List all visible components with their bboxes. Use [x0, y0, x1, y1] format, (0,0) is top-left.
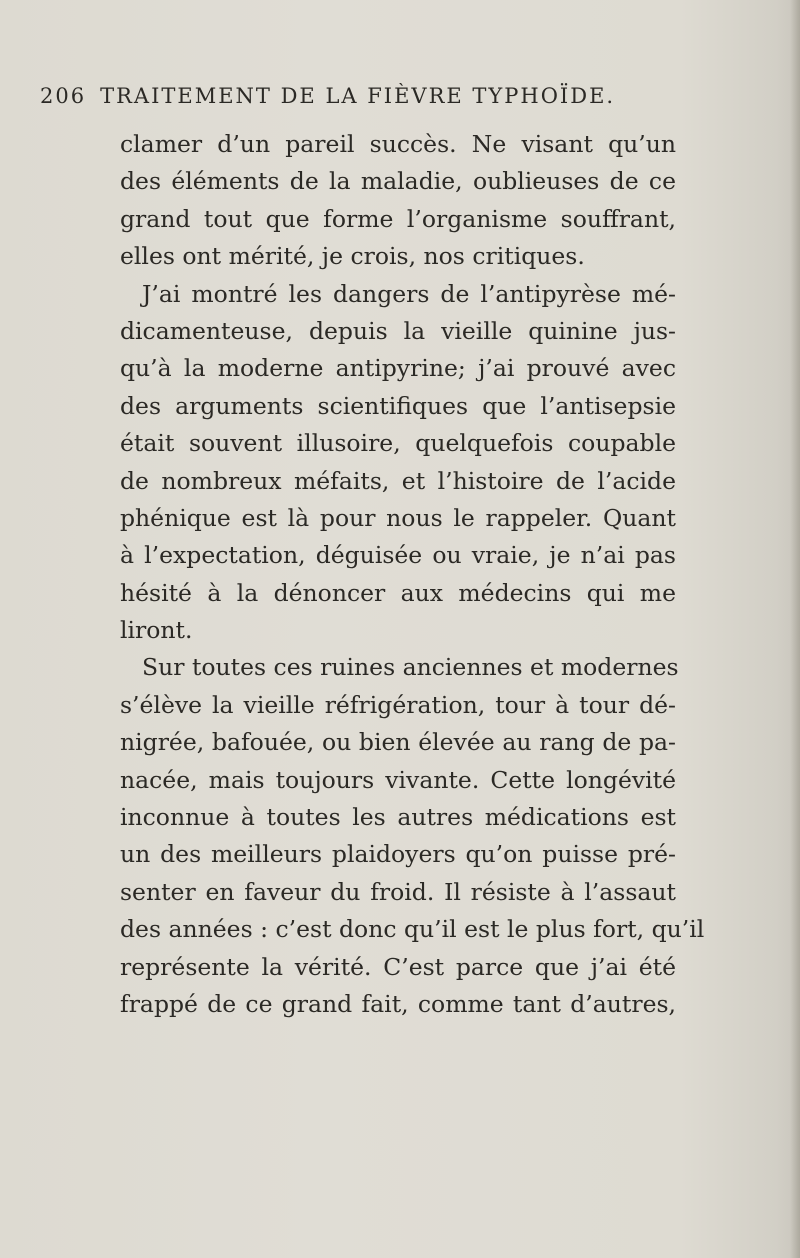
- text-line: des éléments de la maladie, oublieuses de ce: [120, 167, 676, 196]
- running-header: [40, 84, 740, 108]
- text-line: représente la vérité. C’est parce que j’ai été: [120, 952, 676, 981]
- text-line: frappé de ce grand fait, comme tant d’autres,: [120, 989, 676, 1018]
- text-line: qu’à la moderne antipyrine; j’ai prouvé avec: [120, 354, 676, 383]
- page-edge-shadow: [790, 0, 800, 1258]
- body-text: [120, 126, 705, 1023]
- text-line: un des meilleurs plaidoyers qu’on puisse pré-: [120, 840, 676, 869]
- text-line: des années : c’est donc qu’il est le plus fort, qu’il: [120, 915, 705, 944]
- text-line: clamer d’un pareil succès. Ne visant qu’un: [120, 130, 676, 158]
- text-line: des arguments scientifiques que l’antisepsie: [120, 391, 676, 420]
- text-line: nacée, mais toujours vivante. Cette longévité: [120, 765, 676, 794]
- text-line: nigrée, bafouée, ou bien élevée au rang de pa-: [120, 728, 676, 757]
- text-line: Sur toutes ces ruines anciennes et modernes: [142, 653, 679, 682]
- text-line: hésité à la dénoncer aux médecins qui me: [120, 578, 676, 607]
- page-number: 206: [40, 84, 87, 108]
- text-line: s’élève la vieille réfrigération, tour à tour dé-: [120, 690, 676, 719]
- text-line: J’ai montré les dangers de l’antipyrèse mé-: [142, 279, 676, 308]
- text-line: phénique est là pour nous le rappeler. Quant: [120, 503, 676, 532]
- text-line: liront.: [120, 616, 193, 645]
- text-line: était souvent illusoire, quelquefois coupable: [120, 429, 676, 458]
- text-line: dicamenteuse, depuis la vieille quinine jus-: [120, 316, 676, 345]
- running-title: TRAITEMENT DE LA FIÈVRE TYPHOÏDE.: [100, 84, 616, 108]
- text-line: inconnue à toutes les autres médications est: [120, 803, 676, 832]
- text-line: à l’expectation, déguisée ou vraie, je n’ai pas: [120, 541, 676, 570]
- text-line: grand tout que forme l’organisme souffrant,: [120, 204, 676, 233]
- text-line: de nombreux méfaits, et l’histoire de l’acide: [120, 466, 676, 495]
- text-line: elles ont mérité, je crois, nos critiques.: [120, 242, 585, 271]
- text-line: senter en faveur du froid. Il résiste à l’assaut: [120, 877, 676, 906]
